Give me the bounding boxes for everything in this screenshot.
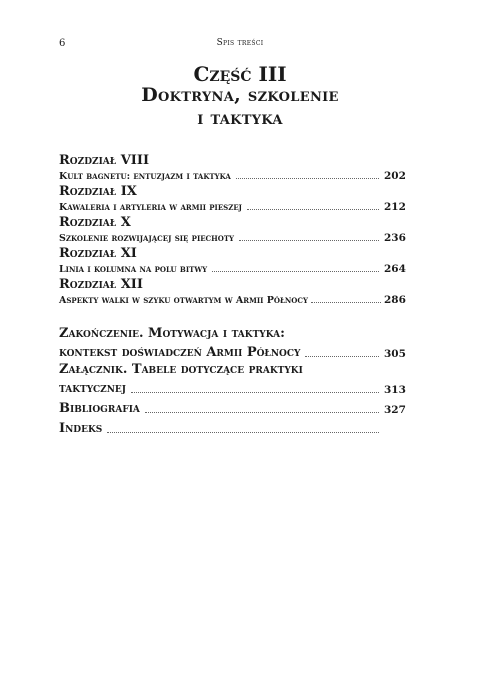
- conclusion-title-line-1: Zakończenie. Motywacja i taktyka:: [59, 326, 285, 341]
- part-title-line-2: Doktryna, szkolenie: [141, 84, 339, 106]
- toc-entry-page: 327: [384, 403, 406, 416]
- toc-entry-title: Szkolenie rozwijającej się piechoty: [59, 232, 235, 244]
- toc-entry-page: 212: [384, 200, 406, 213]
- section-spacer: [59, 305, 404, 327]
- dot-leader: [239, 240, 379, 241]
- part-title-line-3: i taktyka: [197, 107, 283, 129]
- page-number: 6: [59, 38, 66, 49]
- toc-entry: [59, 230, 404, 243]
- dot-leader: [305, 356, 379, 357]
- part-title-line-1: Część III: [193, 62, 287, 86]
- dot-leader: [145, 412, 379, 413]
- appendix-title-line-2: taktycznej: [59, 381, 127, 396]
- toc-entry-title: Kult bagnetu: entuzjazm i taktyka: [59, 170, 231, 182]
- toc-entry-title: Aspekty walki w szyku otwartym w Armii Północy: [59, 294, 308, 306]
- bibliography-title: Bibliografia: [59, 401, 140, 416]
- dot-leader: [236, 178, 379, 179]
- dot-leader: [131, 392, 379, 393]
- toc-entry-index: [59, 419, 404, 435]
- conclusion-title-line-2: kontekst doświadczeń Armii Północy: [59, 345, 301, 360]
- toc-entry-title: Kawaleria i artyleria w armii pieszej: [59, 201, 242, 213]
- chapter-heading: Rozdział XI: [59, 246, 137, 261]
- dot-leader: [247, 209, 379, 210]
- toc-entry-page: 305: [384, 347, 406, 360]
- chapter-heading: Rozdział X: [59, 215, 131, 230]
- table-of-contents: [59, 154, 404, 435]
- toc-entry-page: 286: [384, 293, 406, 306]
- chapter-heading: Rozdział XII: [59, 277, 143, 292]
- toc-entry: [59, 292, 404, 305]
- running-head: Spis treści: [216, 38, 264, 48]
- toc-entry: [59, 261, 404, 274]
- dot-leader: [311, 302, 381, 303]
- toc-entry-page: 313: [384, 383, 406, 396]
- toc-entry-conclusion: [59, 343, 404, 359]
- toc-entry: [59, 199, 404, 212]
- chapter-heading: Rozdział IX: [59, 184, 137, 199]
- dot-leader: [212, 271, 379, 272]
- toc-entry-bibliography: [59, 399, 404, 415]
- chapter-heading: Rozdział VIII: [59, 153, 150, 168]
- toc-entry: [59, 168, 404, 181]
- toc-entry-page: 202: [384, 169, 406, 182]
- toc-entry-page: 236: [384, 231, 406, 244]
- toc-entry-appendix: [59, 379, 404, 395]
- appendix-title-line-1: Załącznik. Tabele dotyczące praktyki: [59, 362, 303, 377]
- toc-entry-page: 264: [384, 262, 406, 275]
- toc-entry-title: Linia i kolumna na polu bitwy: [59, 263, 208, 275]
- dot-leader: [107, 432, 379, 433]
- index-title: Indeks: [59, 421, 103, 436]
